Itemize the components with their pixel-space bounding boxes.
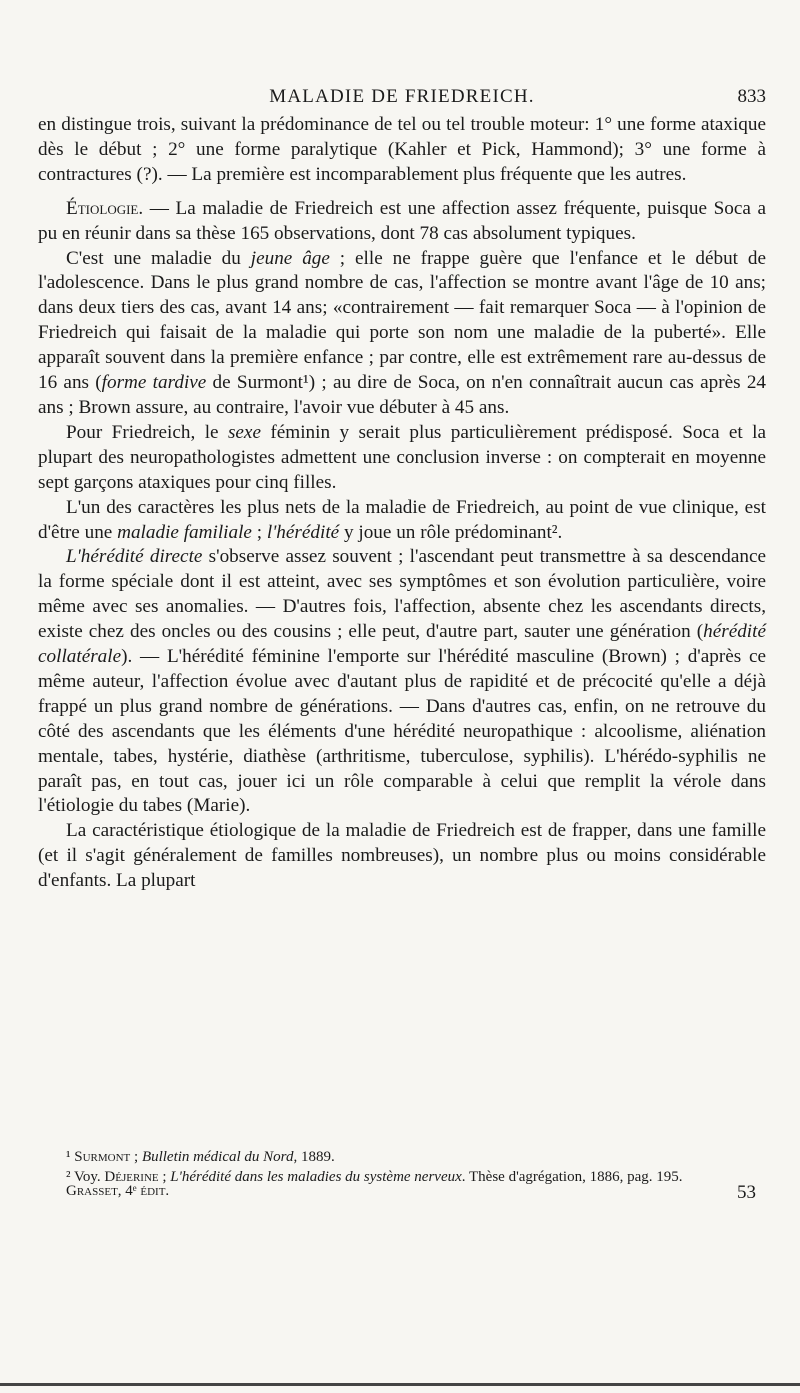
paragraph: Pour Friedreich, le sexe féminin y serait plus particulièrement prédisposé. Soca et la plupart des neuropathologistes admettent une conclusion inverse : on compterait en moyenne sept garçons ataxiques pour cinq filles. <box>38 421 766 493</box>
page-number: 833 <box>737 86 766 107</box>
scan-edge <box>0 1383 800 1386</box>
paragraph: L'un des caractères les plus nets de la maladie de Friedreich, au point de vue clinique, est d'être une maladie familiale ; l'hérédité y joue un rôle prédominant². <box>38 496 766 543</box>
paragraph: L'hérédité directe s'observe assez souvent ; l'ascendant peut transmettre à sa descendance la forme spéciale dont il est atteint, avec ses symptômes et son évolution particulière, voire même avec ses anomalies. — D'autres fois, l'affection, absente chez les ascendants directs, existe chez des oncles ou des cousins ; elle peut, d'autre part, sauter une génération (hérédité collatérale). — L'hérédité féminine l'emporte sur l'hérédité masculine (Brown) ; d'après ce même auteur, l'affection évolue avec d'autant plus de rapidité et de précocité qu'elle a déjà frappé un plus grand nombre de générations. — Dans d'autres cas, enfin, on ne retrouve du côté des ascendants que les éléments d'une hérédité neuropathique : alcoolisme, aliénation mentale, tabes, hystérie, diathèse (arthritisme, tuberculose, syphilis). L'hérédo-syphilis ne paraît pas, en tout cas, jouer ici un rôle comparable à celui que remplit la vérole dans l'étiologie du tabes (Marie). <box>38 546 767 817</box>
running-head <box>38 86 766 110</box>
publisher-signature: Grasset, 4ᵉ édit. <box>66 1183 170 1199</box>
footnote-1: ¹ Surmont ; Bulletin médical du Nord, 1889. <box>66 1149 335 1165</box>
running-title: MALADIE DE FRIEDREICH. <box>269 86 535 107</box>
footnote-2: ² Voy. Déjerine ; L'hérédité dans les maladies du système nerveux. Thèse d'agrégation, 1886, pag. 195. <box>66 1169 683 1185</box>
paragraph: C'est une maladie du jeune âge ; elle ne frappe guère que l'enfance et le début de l'adolescence. Dans le plus grand nombre de cas, l'affection se montre avant l'âge de 10 ans; dans deux tiers des cas, avant 14 ans; «contrairement — fait remarquer Soca — à l'opinion de Friedreich qui faisait de la maladie qui porte son nom une maladie de la puberté». Elle apparaît souvent dans la première enfance ; par contre, elle est extrêmement rare au-dessus de 16 ans (forme tardive de Surmont¹) ; au dire de Soca, on n'en connaîtrait aucun cas après 24 ans ; Brown assure, au contraire, l'avoir vue débuter à 45 ans. <box>38 247 767 418</box>
section-heading: Étiologie. <box>66 197 144 219</box>
footnotes <box>38 1147 766 1187</box>
page-footer <box>38 1183 766 1205</box>
body-text <box>38 113 766 894</box>
paragraph: en distingue trois, suivant la prédominance de tel ou tel trouble moteur: 1° une forme ataxique dès le début ; 2° une forme paralytique (Kahler et Pick, Hammond); 3° une forme à contractures (?). — La première est incomparablement plus fréquente que les autres. <box>38 114 766 185</box>
paragraph-etiologie: Étiologie. — La maladie de Friedreich est une affection assez fréquente, puisque Soca a pu en réunir dans sa thèse 165 observations, dont 78 cas absolument typiques. <box>38 197 766 244</box>
sheet-number: 53 <box>737 1182 756 1203</box>
paragraph: La caractéristique étiologique de la maladie de Friedreich est de frapper, dans une famille (et il s'agit généralement de familles nombreuses), un nombre plus ou moins considérable d'enfants. La plupart <box>38 820 766 892</box>
